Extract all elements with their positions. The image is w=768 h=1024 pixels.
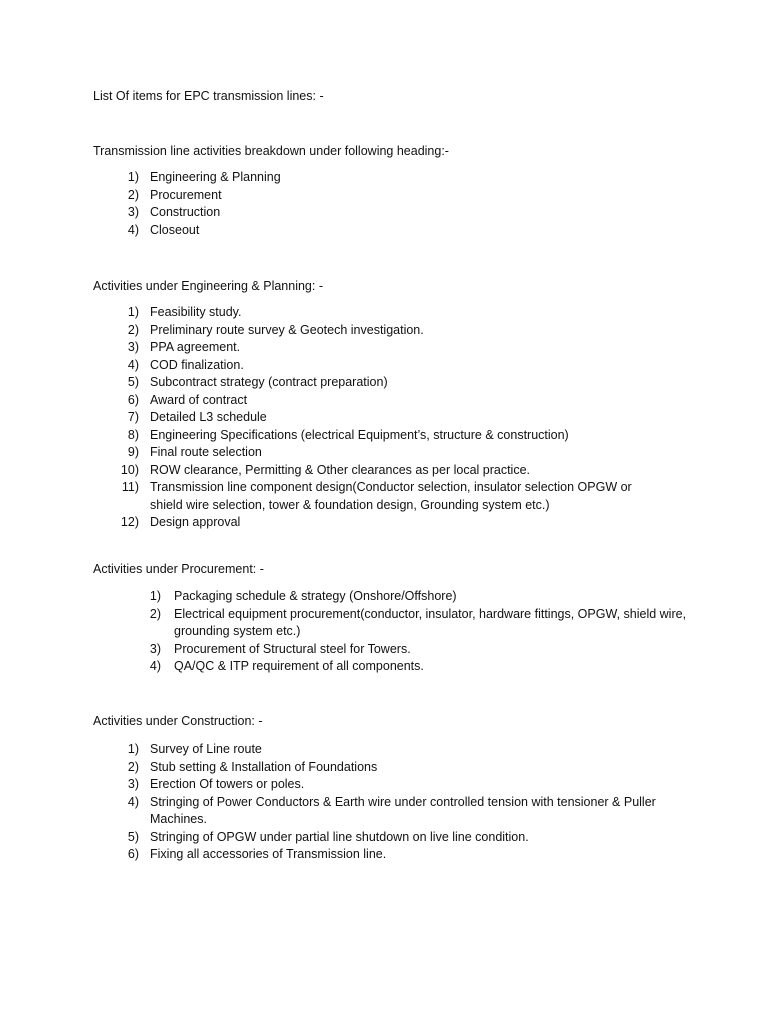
item-number: 4) bbox=[149, 659, 161, 673]
item-number: 4) bbox=[127, 794, 139, 809]
item-text: Procurement bbox=[150, 187, 222, 202]
item-text: Stringing of Power Conductors & Earth wire under controlled tension with tensioner & Puller Machines. bbox=[150, 794, 656, 826]
item-number: 3) bbox=[127, 777, 139, 791]
item-text: Detailed L3 schedule bbox=[150, 410, 267, 424]
list-item bbox=[105, 187, 665, 205]
item-number: 4) bbox=[127, 357, 139, 372]
list-item bbox=[105, 479, 665, 514]
item-text: Construction bbox=[150, 205, 221, 219]
item-number: 1) bbox=[127, 305, 139, 319]
list-item bbox=[105, 409, 665, 427]
main-breakdown-heading: Transmission line activities breakdown under following heading:- bbox=[93, 144, 449, 158]
item-text: Engineering Specifications (electrical Equipment’s, structure & construction) bbox=[150, 427, 569, 442]
item-number: 3) bbox=[149, 641, 161, 656]
list-item bbox=[105, 322, 665, 340]
item-text: Survey of Line route bbox=[150, 742, 262, 756]
construction-list bbox=[105, 741, 695, 864]
item-text: Design approval bbox=[150, 515, 241, 529]
item-text: Transmission line component design(Conductor selection, insulator selection OPGW or shield wire selection, tower & foundation design, Grounding system etc.) bbox=[150, 480, 632, 512]
list-item bbox=[105, 374, 665, 392]
construction-heading: Activities under Construction: - bbox=[93, 714, 263, 728]
list-item bbox=[105, 829, 695, 847]
item-text: Subcontract strategy (contract preparation) bbox=[150, 375, 388, 389]
list-item bbox=[127, 606, 687, 641]
item-text: Stub setting & Installation of Foundations bbox=[150, 759, 378, 774]
item-number: 3) bbox=[127, 340, 139, 354]
item-text: PPA agreement. bbox=[150, 340, 241, 354]
list-item bbox=[105, 444, 665, 462]
list-item bbox=[105, 427, 665, 445]
item-number: 1) bbox=[149, 589, 161, 603]
item-text: Engineering & Planning bbox=[150, 170, 281, 184]
item-text: Final route selection bbox=[150, 445, 262, 459]
procurement-heading: Activities under Procurement: - bbox=[93, 562, 264, 576]
list-item bbox=[127, 588, 687, 606]
list-item bbox=[105, 169, 665, 187]
item-text: COD finalization. bbox=[150, 357, 244, 372]
list-item bbox=[105, 392, 665, 410]
item-number: 3) bbox=[127, 205, 139, 219]
item-text: Closeout bbox=[150, 222, 200, 237]
item-number: 12) bbox=[120, 515, 139, 529]
item-number: 6) bbox=[127, 392, 139, 407]
item-text: Procurement of Structural steel for Towers. bbox=[174, 641, 411, 656]
list-item bbox=[105, 759, 695, 777]
item-text: ROW clearance, Permitting & Other clearances as per local practice. bbox=[150, 462, 531, 477]
item-number: 6) bbox=[127, 847, 139, 861]
list-item bbox=[105, 776, 695, 794]
item-text: Stringing of OPGW under partial line shutdown on live line condition. bbox=[150, 829, 529, 844]
list-item bbox=[105, 794, 695, 829]
procurement-list bbox=[127, 588, 687, 676]
list-item bbox=[105, 204, 665, 222]
list-item bbox=[105, 846, 695, 864]
item-number: 2) bbox=[127, 759, 139, 774]
main-breakdown-list bbox=[105, 169, 665, 239]
item-number: 11) bbox=[121, 480, 139, 494]
item-number: 2) bbox=[149, 606, 161, 621]
item-text: Erection Of towers or poles. bbox=[150, 777, 305, 791]
list-item bbox=[127, 658, 687, 676]
list-item bbox=[127, 641, 687, 659]
item-text: Award of contract bbox=[150, 392, 248, 407]
item-number: 7) bbox=[127, 410, 139, 424]
list-item bbox=[105, 741, 695, 759]
item-number: 5) bbox=[127, 375, 139, 389]
item-text: Packaging schedule & strategy (Onshore/Offshore) bbox=[174, 589, 457, 603]
item-text: Fixing all accessories of Transmission line. bbox=[150, 847, 387, 861]
item-number: 2) bbox=[127, 322, 139, 337]
list-item bbox=[105, 462, 665, 480]
item-number: 2) bbox=[127, 187, 139, 202]
item-text: Preliminary route survey & Geotech investigation. bbox=[150, 322, 424, 337]
item-text: QA/QC & ITP requirement of all components. bbox=[174, 659, 424, 673]
item-number: 9) bbox=[127, 445, 139, 459]
list-item bbox=[105, 222, 665, 240]
item-text: Electrical equipment procurement(conductor, insulator, hardware fittings, OPGW, shield wire, grounding system etc.) bbox=[174, 606, 687, 638]
item-number: 4) bbox=[127, 222, 139, 237]
list-item bbox=[105, 357, 665, 375]
engineering-heading: Activities under Engineering & Planning: - bbox=[93, 279, 323, 293]
item-number: 1) bbox=[127, 170, 139, 184]
list-item bbox=[105, 339, 665, 357]
item-number: 10) bbox=[120, 462, 139, 477]
item-number: 8) bbox=[127, 427, 139, 442]
list-item bbox=[105, 514, 665, 532]
item-number: 1) bbox=[127, 742, 139, 756]
engineering-list bbox=[105, 304, 665, 532]
list-item bbox=[105, 304, 665, 322]
item-number: 5) bbox=[127, 829, 139, 844]
document-title: List Of items for EPC transmission lines: - bbox=[93, 89, 324, 103]
item-text: Feasibility study. bbox=[150, 305, 242, 319]
